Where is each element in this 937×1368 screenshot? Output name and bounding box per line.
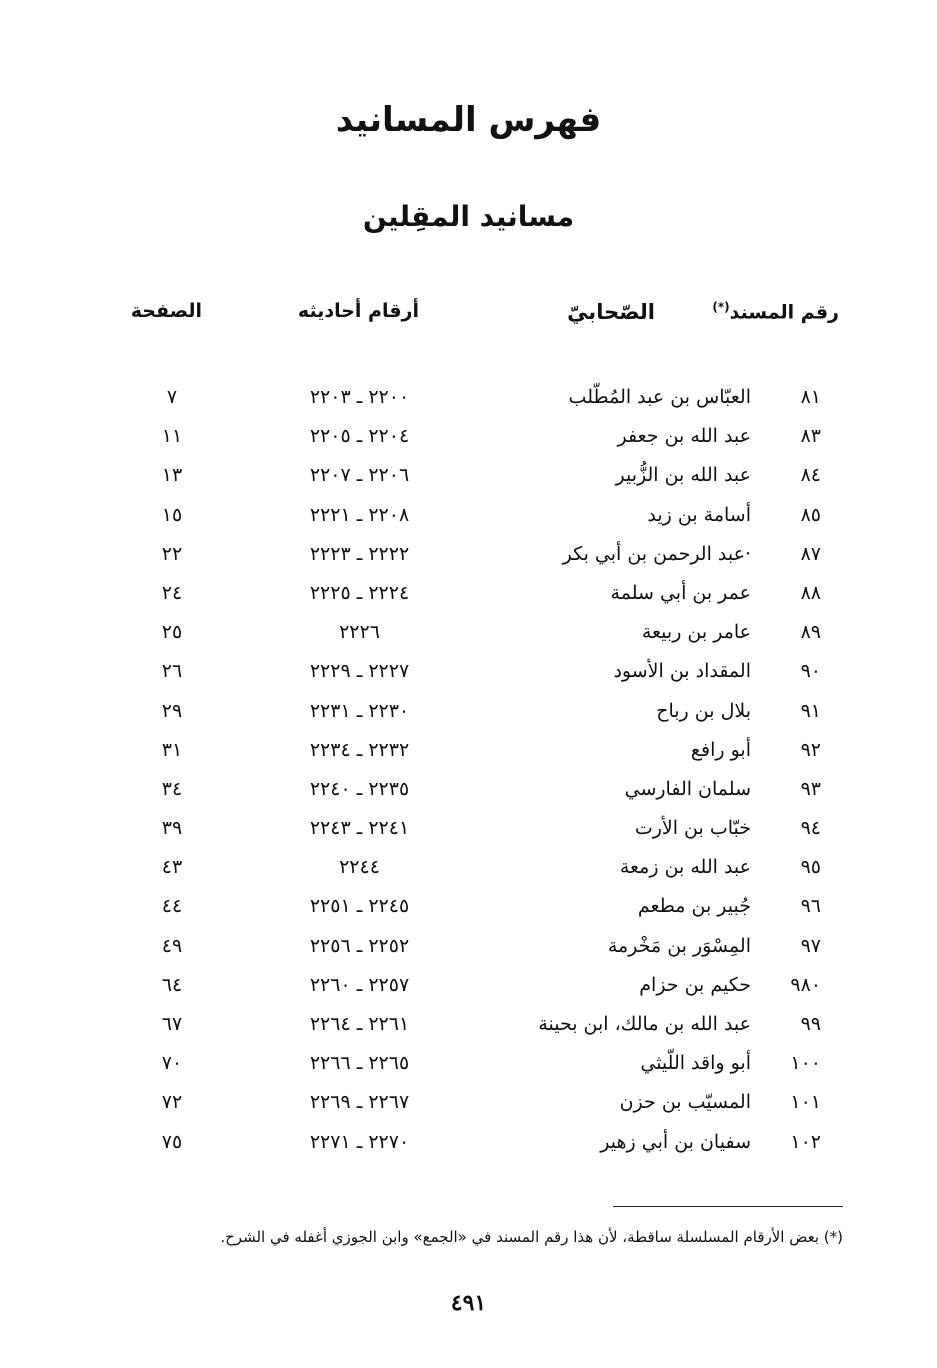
table-row <box>0 968 937 1007</box>
row-number: ٩٢ <box>800 738 821 761</box>
page-ref: ٣٩ <box>161 817 183 840</box>
row-number: ٨٣ <box>800 425 821 448</box>
companion-name: عبد الله بن زمعة <box>619 856 751 879</box>
row-number: ٩١ <box>800 699 821 722</box>
hadith-range: ٢٢٣٢ ـ ٢٢٣٤ <box>309 738 410 761</box>
hadith-range: ٢٢٣٠ ـ ٢٢٣١ <box>309 699 410 722</box>
row-number: ٩٧ <box>800 934 821 957</box>
companion-name: عمر بن أبي سلمة <box>610 581 751 604</box>
row-number: ٩٤ <box>800 817 821 840</box>
page-ref: ٦٧ <box>161 1013 183 1035</box>
companion-name: عبد الله بن مالك، ابن بحينة <box>538 1013 751 1035</box>
companion-name: عبد الله بن جعفر <box>617 425 751 448</box>
table-row <box>0 1046 937 1085</box>
hadith-range: ٢٢٦٥ ـ ٢٢٦٦ <box>309 1052 410 1075</box>
row-number: ٩٥ <box>800 856 821 879</box>
row-number: ٨٩ <box>800 621 821 644</box>
table-row <box>0 1085 937 1124</box>
header-number-label: رقم المسند <box>729 301 839 324</box>
companion-name: خبّاب بن الأرت <box>634 817 751 840</box>
companion-name: أبو واقد اللّيثي <box>640 1052 751 1075</box>
table-row <box>0 694 937 733</box>
row-number: ٩٩ <box>800 1013 821 1035</box>
table-row <box>0 772 937 811</box>
page-number: ٤٩١ <box>450 1290 487 1316</box>
table-row <box>0 929 937 968</box>
row-number: ١٠٠ <box>790 1052 821 1075</box>
row-number: ٩٨٠ <box>790 973 821 996</box>
companion-name: المقداد بن الأسود <box>613 660 751 683</box>
companion-name: عبد الله بن الزُّبير <box>615 464 751 487</box>
table-row <box>0 380 937 419</box>
companion-name: أسامة بن زيد <box>647 503 751 526</box>
hadith-range: ٢٢٠٤ ـ ٢٢٠٥ <box>309 425 410 448</box>
page-ref: ٤٣ <box>161 856 183 879</box>
page-ref: ٢٦ <box>161 660 183 683</box>
table-row <box>0 615 937 654</box>
row-number: ١٠١ <box>790 1091 821 1114</box>
header-hadith-numbers: أرقام أحاديثه <box>297 300 419 322</box>
index-table <box>0 380 937 1164</box>
row-number: ٨٤ <box>800 464 821 487</box>
row-number: ٨٧ <box>800 542 821 565</box>
hadith-range: ٢٢٢٧ ـ ٢٢٢٩ <box>309 660 410 683</box>
hadith-range: ٢٢٤١ ـ ٢٢٤٣ <box>309 817 410 840</box>
header-companion: الصّحابيّ <box>567 300 655 324</box>
hadith-range: ٢٢٥٧ ـ ٢٢٦٠ <box>309 973 410 996</box>
hadith-range: ٢٢٢٦ <box>339 621 380 644</box>
hadith-range: ٢٢٧٠ ـ ٢٢٧١ <box>309 1130 410 1153</box>
page-ref: ٢٥ <box>161 621 183 644</box>
hadith-range: ٢٢٢٢ ـ ٢٢٢٣ <box>309 542 410 565</box>
table-row <box>0 419 937 458</box>
hadith-range: ٢٢٢٤ ـ ٢٢٢٥ <box>309 581 410 604</box>
page-ref: ٢٤ <box>161 581 183 604</box>
page-title: فهرس المسانيد <box>335 100 602 140</box>
hadith-range: ٢٢٤٥ ـ ٢٢٥١ <box>309 895 410 918</box>
table-row <box>0 458 937 497</box>
companion-name: المِسْوَر بن مَخْرمة <box>607 934 751 957</box>
table-row <box>0 537 937 576</box>
page-ref: ٦٤ <box>161 973 183 996</box>
hadith-range: ٢٢٠٠ ـ ٢٢٠٣ <box>309 386 410 408</box>
row-number: ٨١ <box>800 386 821 408</box>
hadith-range: ٢٢٠٦ ـ ٢٢٠٧ <box>309 464 410 487</box>
table-row <box>0 1007 937 1046</box>
page-ref: ٧ <box>166 386 178 408</box>
row-number: ٨٥ <box>800 503 821 526</box>
table-row <box>0 654 937 693</box>
row-number: ٩٣ <box>800 777 821 800</box>
section-title: مسانيد المقِلين <box>362 200 575 233</box>
companion-name: ·عبد الرحمن بن أبي بكر <box>562 542 751 565</box>
row-number: ١٠٢ <box>790 1130 821 1153</box>
header-number <box>712 300 839 323</box>
table-row <box>0 1125 937 1164</box>
page-ref: ١١ <box>161 425 183 448</box>
table-row <box>0 733 937 772</box>
footnote-divider <box>613 1206 843 1207</box>
hadith-range: ٢٢٥٢ ـ ٢٢٥٦ <box>309 934 410 957</box>
hadith-range: ٢٢٠٨ ـ ٢٢٢١ <box>309 503 410 526</box>
companion-name: أبو رافع <box>690 738 751 761</box>
page-ref: ١٥ <box>161 503 183 526</box>
page-ref: ٣٤ <box>161 777 183 800</box>
table-row <box>0 811 937 850</box>
hadith-range: ٢٢٣٥ ـ ٢٢٤٠ <box>309 777 410 800</box>
hadith-range: ٢٢٦١ ـ ٢٢٦٤ <box>309 1013 410 1035</box>
footnote: (*) بعض الأرقام المسلسلة ساقطة، لأن هذا رقم المسند في «الجمع» وابن الجوزي أغفله في الشرح. <box>220 1228 843 1246</box>
table-row <box>0 498 937 537</box>
table-row <box>0 576 937 615</box>
table-row <box>0 850 937 889</box>
hadith-range: ٢٢٤٤ <box>339 856 380 879</box>
companion-name: العبّاس بن عبد المُطّلب <box>568 386 751 408</box>
table-row <box>0 889 937 928</box>
footnote-marker: (*) <box>712 300 730 314</box>
hadith-range: ٢٢٦٧ ـ ٢٢٦٩ <box>309 1091 410 1114</box>
companion-name: سلمان الفارسي <box>624 777 751 800</box>
page-ref: ٧٥ <box>161 1130 183 1153</box>
page-ref: ٢٢ <box>161 542 183 565</box>
page-ref: ٧٠ <box>161 1052 183 1075</box>
page-ref: ٤٩ <box>161 934 183 957</box>
page-ref: ٤٤ <box>161 895 183 918</box>
page-ref: ٣١ <box>161 738 183 761</box>
page-ref: ١٣ <box>161 464 183 487</box>
row-number: ٩٦ <box>800 895 821 918</box>
companion-name: بلال بن رباح <box>656 699 751 722</box>
companion-name: المسيّب بن حزن <box>619 1091 751 1114</box>
companion-name: عامر بن ربيعة <box>641 621 751 644</box>
row-number: ٨٨ <box>800 581 821 604</box>
companion-name: حكيم بن حزام <box>639 973 751 996</box>
page-ref: ٢٩ <box>161 699 183 722</box>
companion-name: جُبير بن مطعم <box>637 895 751 918</box>
header-page: الصفحة <box>130 300 202 322</box>
row-number: ٩٠ <box>800 660 821 683</box>
page-ref: ٧٢ <box>161 1091 183 1114</box>
companion-name: سفيان بن أبي زهير <box>600 1130 751 1153</box>
